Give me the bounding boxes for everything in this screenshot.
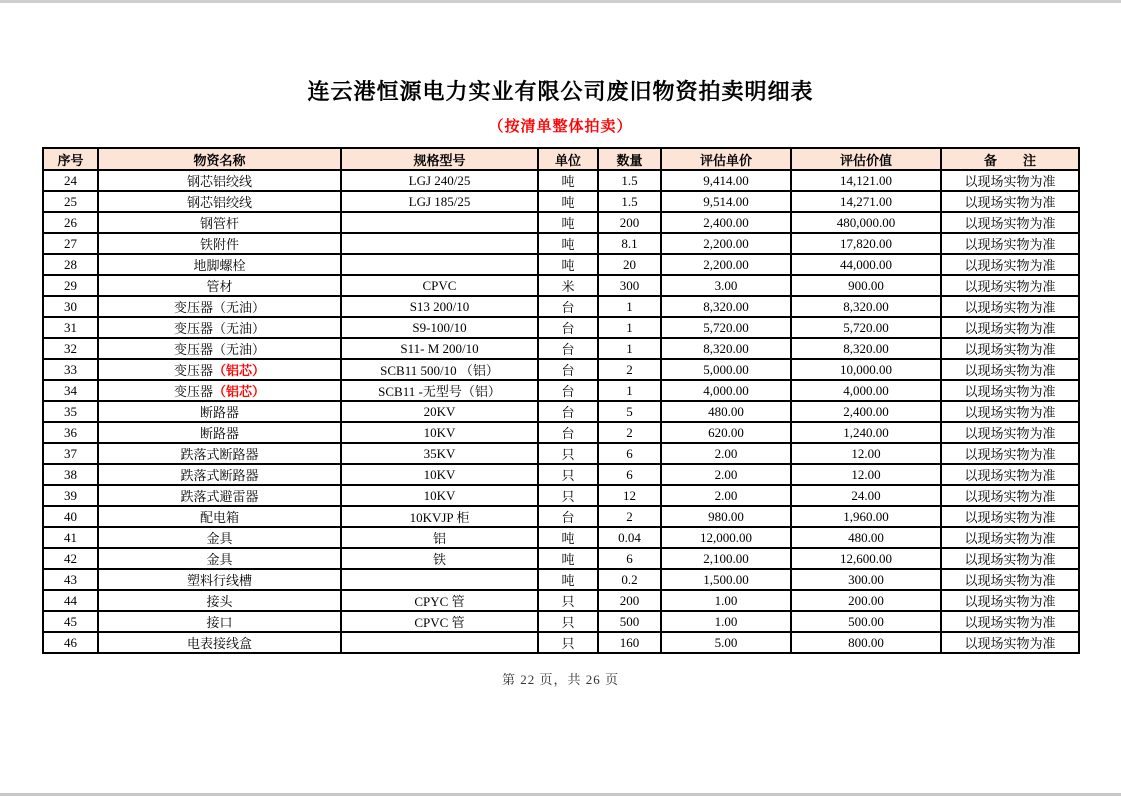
cell-remark: 以现场实物为准	[941, 527, 1079, 548]
cell-seq: 38	[43, 464, 98, 485]
cell-seq: 32	[43, 338, 98, 359]
cell-qty: 200	[598, 212, 661, 233]
cell-unit-price: 1.00	[661, 611, 791, 632]
table-row	[43, 422, 1079, 443]
cell-seq: 36	[43, 422, 98, 443]
cell-name: 变压器（无油）	[98, 338, 341, 359]
cell-name: 跌落式断路器	[98, 464, 341, 485]
cell-seq: 39	[43, 485, 98, 506]
cell-remark: 以现场实物为准	[941, 401, 1079, 422]
cell-name: 钢芯铝绞线	[98, 191, 341, 212]
cell-seq: 41	[43, 527, 98, 548]
header-name: 物资名称	[98, 148, 341, 170]
cell-unit-price: 2,400.00	[661, 212, 791, 233]
cell-spec: SCB11 -无型号（铝）	[341, 380, 538, 401]
header-unit-price: 评估单价	[661, 148, 791, 170]
cell-unit-price: 620.00	[661, 422, 791, 443]
cell-remark: 以现场实物为准	[941, 359, 1079, 380]
cell-name: 钢芯铝绞线	[98, 170, 341, 191]
cell-unit: 吨	[538, 254, 598, 275]
table-row	[43, 275, 1079, 296]
cell-value: 480,000.00	[791, 212, 941, 233]
cell-unit: 只	[538, 485, 598, 506]
cell-unit-price: 480.00	[661, 401, 791, 422]
cell-spec: 10KVJP 柜	[341, 506, 538, 527]
cell-unit-price: 2.00	[661, 464, 791, 485]
page-footer: 第 22 页，共 26 页	[501, 672, 619, 687]
cell-remark: 以现场实物为准	[941, 443, 1079, 464]
cell-remark: 以现场实物为准	[941, 170, 1079, 191]
cell-unit: 台	[538, 422, 598, 443]
cell-remark: 以现场实物为准	[941, 485, 1079, 506]
cell-spec	[341, 212, 538, 233]
cell-seq: 40	[43, 506, 98, 527]
cell-qty: 2	[598, 359, 661, 380]
cell-unit-price: 4,000.00	[661, 380, 791, 401]
cell-spec	[341, 632, 538, 653]
cell-unit: 吨	[538, 527, 598, 548]
table-row	[43, 338, 1079, 359]
cell-qty: 2	[598, 506, 661, 527]
cell-value: 14,121.00	[791, 170, 941, 191]
cell-unit-price: 5.00	[661, 632, 791, 653]
cell-unit: 吨	[538, 569, 598, 590]
cell-name: 金具	[98, 548, 341, 569]
cell-seq: 25	[43, 191, 98, 212]
cell-value: 24.00	[791, 485, 941, 506]
cell-spec: S11- M 200/10	[341, 338, 538, 359]
cell-value: 5,720.00	[791, 317, 941, 338]
cell-spec: 铁	[341, 548, 538, 569]
cell-remark: 以现场实物为准	[941, 338, 1079, 359]
cell-unit: 只	[538, 611, 598, 632]
header-seq: 序号	[43, 148, 98, 170]
cell-unit: 吨	[538, 170, 598, 191]
cell-spec: 20KV	[341, 401, 538, 422]
cell-unit: 台	[538, 506, 598, 527]
cell-qty: 200	[598, 590, 661, 611]
cell-qty: 0.2	[598, 569, 661, 590]
header-qty: 数量	[598, 148, 661, 170]
cell-seq: 45	[43, 611, 98, 632]
table-header-row	[43, 148, 1079, 170]
cell-unit: 吨	[538, 548, 598, 569]
cell-name: 接口	[98, 611, 341, 632]
cell-seq: 27	[43, 233, 98, 254]
table-row	[43, 464, 1079, 485]
cell-value: 12.00	[791, 443, 941, 464]
cell-qty: 1.5	[598, 191, 661, 212]
cell-remark: 以现场实物为准	[941, 422, 1079, 443]
red-highlight: （铝芯）	[213, 384, 266, 399]
cell-unit-price: 8,320.00	[661, 296, 791, 317]
cell-unit: 台	[538, 296, 598, 317]
cell-spec: 10KV	[341, 464, 538, 485]
cell-seq: 24	[43, 170, 98, 191]
cell-qty: 6	[598, 443, 661, 464]
cell-qty: 5	[598, 401, 661, 422]
table-row	[43, 296, 1079, 317]
cell-remark: 以现场实物为准	[941, 212, 1079, 233]
cell-remark: 以现场实物为准	[941, 317, 1079, 338]
cell-value: 4,000.00	[791, 380, 941, 401]
cell-name: 管材	[98, 275, 341, 296]
table-row	[43, 569, 1079, 590]
cell-unit: 吨	[538, 212, 598, 233]
cell-unit-price: 9,414.00	[661, 170, 791, 191]
cell-name: 变压器（无油）	[98, 296, 341, 317]
cell-value: 200.00	[791, 590, 941, 611]
header-remark: 备 注	[941, 148, 1079, 170]
cell-unit: 吨	[538, 233, 598, 254]
cell-value: 500.00	[791, 611, 941, 632]
cell-qty: 1.5	[598, 170, 661, 191]
header-spec: 规格型号	[341, 148, 538, 170]
cell-spec: LGJ 185/25	[341, 191, 538, 212]
header-unit: 单位	[538, 148, 598, 170]
cell-seq: 33	[43, 359, 98, 380]
cell-unit-price: 2.00	[661, 485, 791, 506]
cell-remark: 以现场实物为准	[941, 506, 1079, 527]
cell-spec: 35KV	[341, 443, 538, 464]
cell-remark: 以现场实物为准	[941, 275, 1079, 296]
table-row	[43, 632, 1079, 653]
cell-qty: 6	[598, 464, 661, 485]
cell-name: 铁附件	[98, 233, 341, 254]
cell-qty: 8.1	[598, 233, 661, 254]
page-title: 连云港恒源电力实业有限公司废旧物资拍卖明细表	[307, 79, 814, 104]
cell-name: 金具	[98, 527, 341, 548]
cell-spec	[341, 569, 538, 590]
cell-unit-price: 3.00	[661, 275, 791, 296]
table-row	[43, 317, 1079, 338]
cell-value: 480.00	[791, 527, 941, 548]
cell-qty: 2	[598, 422, 661, 443]
cell-value: 1,960.00	[791, 506, 941, 527]
cell-name: 跌落式断路器	[98, 443, 341, 464]
cell-remark: 以现场实物为准	[941, 296, 1079, 317]
cell-name: 跌落式避雷器	[98, 485, 341, 506]
cell-name: 塑料行线槽	[98, 569, 341, 590]
cell-name: 钢管杆	[98, 212, 341, 233]
cell-unit: 台	[538, 317, 598, 338]
cell-remark: 以现场实物为准	[941, 191, 1079, 212]
cell-spec: 10KV	[341, 422, 538, 443]
cell-qty: 0.04	[598, 527, 661, 548]
cell-unit: 台	[538, 401, 598, 422]
cell-spec: LGJ 240/25	[341, 170, 538, 191]
table-row	[43, 485, 1079, 506]
cell-qty: 6	[598, 548, 661, 569]
table-row	[43, 254, 1079, 275]
cell-seq: 28	[43, 254, 98, 275]
cell-seq: 26	[43, 212, 98, 233]
auction-table	[42, 147, 1080, 654]
cell-value: 900.00	[791, 275, 941, 296]
cell-seq: 34	[43, 380, 98, 401]
cell-spec: S9-100/10	[341, 317, 538, 338]
table-row	[43, 359, 1079, 380]
cell-unit: 只	[538, 632, 598, 653]
cell-value: 44,000.00	[791, 254, 941, 275]
cell-spec: 10KV	[341, 485, 538, 506]
cell-unit-price: 9,514.00	[661, 191, 791, 212]
cell-remark: 以现场实物为准	[941, 548, 1079, 569]
cell-seq: 35	[43, 401, 98, 422]
cell-value: 17,820.00	[791, 233, 941, 254]
cell-name: 断路器	[98, 422, 341, 443]
table-row	[43, 380, 1079, 401]
cell-name: 变压器（无油）	[98, 317, 341, 338]
cell-name: 断路器	[98, 401, 341, 422]
table-row	[43, 401, 1079, 422]
cell-unit: 米	[538, 275, 598, 296]
cell-spec	[341, 254, 538, 275]
cell-spec: SCB11 500/10 （铝）	[341, 359, 538, 380]
cell-remark: 以现场实物为准	[941, 590, 1079, 611]
table-row	[43, 212, 1079, 233]
cell-qty: 300	[598, 275, 661, 296]
cell-remark: 以现场实物为准	[941, 611, 1079, 632]
cell-qty: 500	[598, 611, 661, 632]
cell-unit: 只	[538, 464, 598, 485]
cell-spec: CPVC 管	[341, 611, 538, 632]
cell-unit: 吨	[538, 191, 598, 212]
cell-spec: CPYC 管	[341, 590, 538, 611]
cell-qty: 1	[598, 296, 661, 317]
table-body	[43, 170, 1079, 653]
cell-unit-price: 5,720.00	[661, 317, 791, 338]
cell-name: 接头	[98, 590, 341, 611]
table-row	[43, 170, 1079, 191]
cell-value: 12.00	[791, 464, 941, 485]
table-row	[43, 191, 1079, 212]
cell-unit-price: 5,000.00	[661, 359, 791, 380]
cell-value: 10,000.00	[791, 359, 941, 380]
cell-unit-price: 2,200.00	[661, 233, 791, 254]
cell-unit: 台	[538, 359, 598, 380]
cell-seq: 37	[43, 443, 98, 464]
cell-name: 电表接线盒	[98, 632, 341, 653]
cell-name: 变压器（铝芯）	[98, 380, 341, 401]
cell-name: 变压器（铝芯）	[98, 359, 341, 380]
cell-qty: 20	[598, 254, 661, 275]
cell-seq: 44	[43, 590, 98, 611]
cell-qty: 12	[598, 485, 661, 506]
cell-seq: 43	[43, 569, 98, 590]
header-value: 评估价值	[791, 148, 941, 170]
cell-remark: 以现场实物为准	[941, 464, 1079, 485]
cell-remark: 以现场实物为准	[941, 233, 1079, 254]
cell-qty: 1	[598, 338, 661, 359]
cell-remark: 以现场实物为准	[941, 569, 1079, 590]
cell-seq: 30	[43, 296, 98, 317]
table-row	[43, 443, 1079, 464]
red-highlight: （铝芯）	[213, 363, 266, 378]
cell-unit: 只	[538, 590, 598, 611]
cell-remark: 以现场实物为准	[941, 254, 1079, 275]
cell-unit-price: 1.00	[661, 590, 791, 611]
cell-value: 14,271.00	[791, 191, 941, 212]
cell-value: 800.00	[791, 632, 941, 653]
cell-unit-price: 2,100.00	[661, 548, 791, 569]
page-subtitle: （按清单整体拍卖）	[488, 118, 633, 135]
cell-qty: 1	[598, 317, 661, 338]
table-row	[43, 233, 1079, 254]
cell-unit: 只	[538, 443, 598, 464]
cell-seq: 31	[43, 317, 98, 338]
cell-unit-price: 12,000.00	[661, 527, 791, 548]
cell-remark: 以现场实物为准	[941, 380, 1079, 401]
table-row	[43, 527, 1079, 548]
cell-unit-price: 1,500.00	[661, 569, 791, 590]
cell-seq: 42	[43, 548, 98, 569]
cell-unit-price: 8,320.00	[661, 338, 791, 359]
cell-qty: 160	[598, 632, 661, 653]
cell-value: 8,320.00	[791, 338, 941, 359]
cell-unit-price: 2,200.00	[661, 254, 791, 275]
cell-value: 300.00	[791, 569, 941, 590]
cell-name: 地脚螺栓	[98, 254, 341, 275]
cell-seq: 29	[43, 275, 98, 296]
cell-spec: 铝	[341, 527, 538, 548]
cell-qty: 1	[598, 380, 661, 401]
cell-value: 1,240.00	[791, 422, 941, 443]
cell-spec: CPVC	[341, 275, 538, 296]
cell-remark: 以现场实物为准	[941, 632, 1079, 653]
table-row	[43, 548, 1079, 569]
cell-value: 2,400.00	[791, 401, 941, 422]
cell-name: 配电箱	[98, 506, 341, 527]
cell-spec: S13 200/10	[341, 296, 538, 317]
cell-value: 12,600.00	[791, 548, 941, 569]
table-row	[43, 611, 1079, 632]
cell-spec	[341, 233, 538, 254]
cell-seq: 46	[43, 632, 98, 653]
cell-unit-price: 2.00	[661, 443, 791, 464]
table-row	[43, 590, 1079, 611]
table-row	[43, 506, 1079, 527]
cell-unit-price: 980.00	[661, 506, 791, 527]
cell-value: 8,320.00	[791, 296, 941, 317]
cell-unit: 台	[538, 380, 598, 401]
cell-unit: 台	[538, 338, 598, 359]
